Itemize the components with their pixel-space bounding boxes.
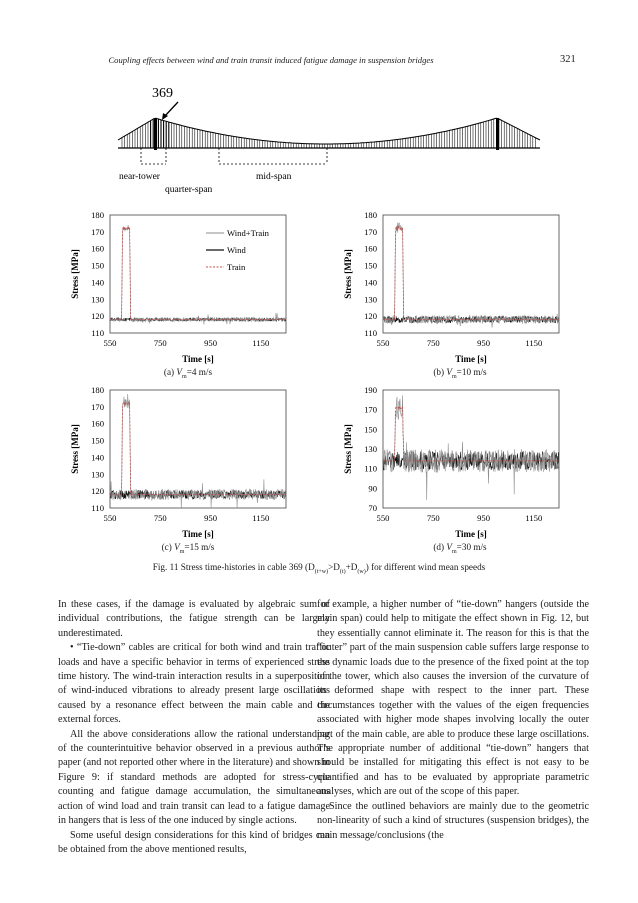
running-title: Coupling effects between wind and train transit induced fatigue damage in suspension bridges	[108, 55, 434, 65]
series-wind-train-line	[110, 394, 286, 508]
x-tick-label: 550	[376, 338, 390, 348]
x-tick-label: 550	[376, 513, 390, 523]
y-tick-label: 130	[91, 294, 104, 305]
y-tick-label: 160	[364, 243, 377, 254]
right-tower	[496, 118, 499, 150]
body-column-right	[317, 598, 589, 843]
caption-d: (d) $V_m=30$ m/s	[433, 542, 487, 555]
left-tower	[154, 118, 157, 150]
series-train-line	[110, 402, 286, 495]
y-tick-label: 110	[364, 463, 377, 474]
body-column-left	[58, 598, 330, 857]
y-tick-label: 130	[364, 294, 377, 305]
y-tick-label: 160	[91, 243, 104, 254]
cable-pointer-arrow	[164, 102, 178, 117]
plot-frame	[383, 390, 559, 508]
y-tick-label: 130	[364, 444, 377, 454]
chart-b-stress-history	[325, 203, 585, 388]
x-tick-label: 750	[153, 338, 167, 348]
y-tick-label: 150	[364, 424, 377, 435]
paragraph: • “Tie-down” cables are critical for both wind and train traffic loads and have a specific behavior in terms of experienced stress time history. The wind-train interaction results in a superposition of wind-induced vibrations to already present large oscillations caused by a resonance effect between the main cable and the external forces.	[58, 642, 330, 726]
paragraph: Some useful design considerations for this kind of bridges can be obtained from the above mentioned results,	[58, 829, 330, 855]
bridge-diagram	[0, 80, 638, 200]
x-tick-label: 550	[103, 513, 117, 523]
legend-label: Wind	[227, 245, 246, 255]
x-tick-label: 1150	[525, 513, 543, 523]
x-tick-label: 950	[477, 513, 491, 523]
y-tick-label: 180	[91, 210, 104, 220]
y-tick-label: 160	[91, 418, 104, 429]
legend-label: Train	[227, 262, 246, 272]
y-tick-label: 90	[368, 483, 377, 494]
y-tick-label: 120	[364, 311, 377, 322]
y-tick-label: 150	[91, 260, 104, 271]
figure-caption: Fig. 11 Stress time-histories in cable 369 $(D_{(t+w)}>D_{(t)}+D_{(w)})$ for different wind mean speeds	[152, 562, 486, 575]
x-tick-label: 950	[204, 338, 218, 348]
x-tick-label: 750	[426, 513, 440, 523]
caption-b: (b) $V_m=10$ m/s	[433, 367, 487, 380]
y-tick-label: 110	[91, 503, 104, 513]
y-axis-label: Stress [MPa]	[343, 249, 353, 299]
x-axis-label: Time [s]	[182, 529, 214, 539]
y-tick-label: 140	[91, 452, 104, 463]
series-wind-train-line	[110, 225, 286, 325]
x-axis-label: Time [s]	[455, 354, 487, 364]
legend-label: Wind+Train	[227, 228, 269, 238]
paragraph: In these cases, if the damage is evaluated by algebraic sum of individual contributions, the fatigue strength can be largely underestimated.	[58, 599, 330, 639]
x-tick-label: 750	[153, 513, 167, 523]
caption-c: (c) $V_m=15$ m/s	[161, 542, 215, 555]
series-wind-train-line	[383, 223, 559, 328]
y-tick-label: 170	[364, 226, 377, 237]
x-axis-label: Time [s]	[455, 529, 487, 539]
x-tick-label: 750	[426, 338, 440, 348]
y-tick-label: 110	[91, 328, 104, 338]
y-tick-label: 150	[91, 435, 104, 446]
x-axis-label: Time [s]	[182, 354, 214, 364]
paragraph: for example, a higher number of “tie-down” hangers (outside the main span) could help to mitigate the effect shown in Fig. 12, but they essentially cannot eliminate it. The reason for this is that the “outer” part of the main suspension cable suffers large response to the dynamic loads due to the presence of the fixed point at the top of the tower, which also causes the inversion of the curvature of its deformed shape with respect to the inner part. These circumstances together with the values of the eigen frequencies associated with higher mode shapes involving locally the outer part of the main cable, are able to produce these large oscillations. The appropriate number of additional “tie-down” hangers that should be installed for mitigating this effect is not easy to be quantified and has to be evaluated by appropriate parametric analyses, which are out of the scope of this paper.	[317, 599, 589, 798]
y-tick-label: 130	[91, 469, 104, 480]
paragraph: Since the outlined behaviors are mainly due to the geometric non-linearity of such a kind of structures (suspension bridges), the main message/conclusions (the	[317, 800, 589, 841]
main-cable	[118, 118, 540, 144]
page-number: 321	[560, 54, 576, 65]
series-wind-train-line	[383, 395, 559, 500]
y-tick-label: 150	[364, 260, 377, 271]
chart-d-stress-history	[325, 378, 585, 563]
near-tower-label: near-tower	[119, 172, 160, 182]
caption-a: (a) $V_m=4$ m/s	[163, 367, 213, 380]
y-tick-label: 120	[91, 311, 104, 322]
y-tick-label: 140	[91, 277, 104, 288]
y-axis-label: Stress [MPa]	[343, 424, 353, 474]
x-tick-label: 1150	[252, 513, 270, 523]
y-axis-label: Stress [MPa]	[70, 249, 80, 299]
paragraph: All the above considerations allow the rational understanding of the counterintuitive behavior observed in a previous author’s paper (and not reported other where in the literature) and shown in Figure 9: if standard methods are adopted for stress-cycle counting and fatigue damage accumulation, the simultaneous action of wind load and train transit can lead to a fatigue damage in hangers that is less of the one induced by single actions.	[58, 728, 330, 827]
y-tick-label: 190	[364, 385, 377, 395]
cable-number-label: 369	[152, 86, 173, 101]
x-tick-label: 950	[204, 513, 218, 523]
x-tick-label: 550	[103, 338, 117, 348]
y-tick-label: 180	[91, 385, 104, 395]
chart-c-stress-history	[52, 378, 312, 563]
plot-frame	[383, 215, 559, 333]
y-tick-label: 170	[91, 226, 104, 237]
y-tick-label: 140	[364, 277, 377, 288]
y-tick-label: 70	[368, 503, 377, 513]
mid-span-label: mid-span	[256, 172, 292, 182]
series-train-line	[110, 227, 286, 320]
y-tick-label: 170	[364, 404, 377, 415]
y-tick-label: 170	[91, 401, 104, 412]
x-tick-label: 1150	[252, 338, 270, 348]
chart-a-stress-history	[52, 203, 312, 388]
x-tick-label: 1150	[525, 338, 543, 348]
quarter-span-label: quarter-span	[165, 185, 213, 195]
series-train-line	[383, 227, 559, 320]
y-axis-label: Stress [MPa]	[70, 424, 80, 474]
x-tick-label: 950	[477, 338, 491, 348]
y-tick-label: 180	[364, 210, 377, 220]
y-tick-label: 110	[364, 328, 377, 338]
y-tick-label: 120	[91, 486, 104, 497]
